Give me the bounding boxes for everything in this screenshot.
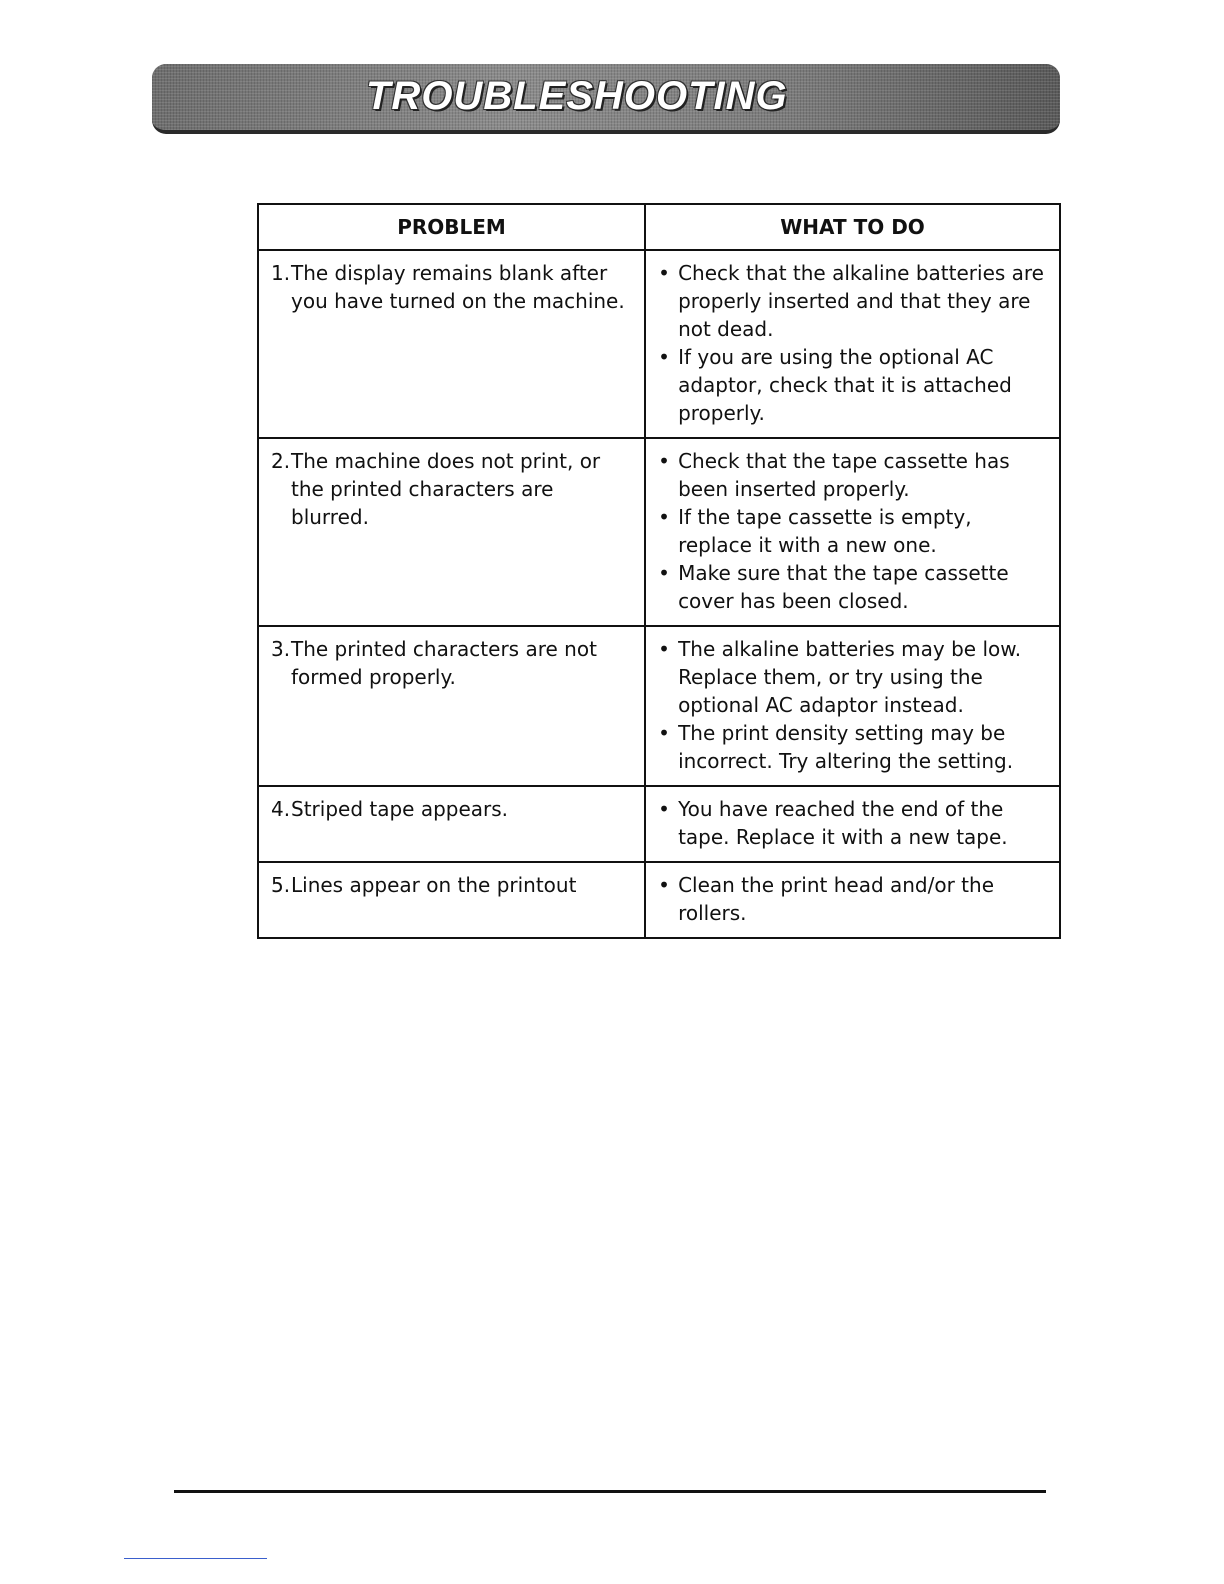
problem-number: 4.	[271, 797, 291, 821]
column-header-what-to-do: WHAT TO DO	[645, 204, 1060, 250]
problem-text: The display remains blank after you have turned on the machine.	[291, 261, 625, 313]
table-row	[258, 786, 1060, 862]
troubleshooting-table	[257, 203, 1061, 939]
bullet-icon: •	[658, 505, 670, 529]
bullet-icon: •	[658, 345, 670, 369]
problem-cell	[258, 250, 645, 438]
list-item	[658, 871, 1049, 927]
list-item	[658, 447, 1049, 503]
problem-text: The printed characters are not formed properly.	[291, 637, 597, 689]
problem-number: 5.	[271, 873, 291, 897]
column-header-problem: PROBLEM	[258, 204, 645, 250]
action-text: The alkaline batteries may be low. Replace them, or try using the optional AC adaptor instead.	[678, 637, 1022, 717]
list-item	[658, 559, 1049, 615]
action-cell	[645, 438, 1060, 626]
table-header-row	[258, 204, 1060, 250]
action-text: Clean the print head and/or the rollers.	[678, 873, 994, 925]
list-item	[658, 503, 1049, 559]
action-list	[658, 447, 1049, 615]
problem-cell	[258, 626, 645, 786]
problem-cell	[258, 438, 645, 626]
problem-number: 2.	[271, 449, 291, 473]
corner-divider	[124, 1558, 267, 1559]
bullet-icon: •	[658, 873, 670, 897]
table-row	[258, 626, 1060, 786]
bullet-icon: •	[658, 449, 670, 473]
action-text: Check that the alkaline batteries are properly inserted and that they are not dead.	[678, 261, 1044, 341]
section-banner	[152, 64, 1060, 134]
problem-text: Lines appear on the printout	[291, 873, 577, 897]
footer-divider	[174, 1490, 1046, 1493]
list-item	[658, 635, 1049, 719]
action-list	[658, 635, 1049, 775]
action-cell	[645, 626, 1060, 786]
problem-number: 1.	[271, 261, 291, 285]
list-item	[658, 259, 1049, 343]
action-text: If you are using the optional AC adaptor, check that it is attached properly.	[678, 345, 1012, 425]
action-text: Make sure that the tape cassette cover has been closed.	[678, 561, 1009, 613]
action-list	[658, 795, 1049, 851]
problem-cell	[258, 786, 645, 862]
bullet-icon: •	[658, 637, 670, 661]
bullet-icon: •	[658, 721, 670, 745]
problem-text: The machine does not print, or the printed characters are blurred.	[291, 449, 601, 529]
action-cell	[645, 786, 1060, 862]
bullet-icon: •	[658, 261, 670, 285]
action-list	[658, 871, 1049, 927]
bullet-icon: •	[658, 561, 670, 585]
action-cell	[645, 862, 1060, 938]
problem-number: 3.	[271, 637, 291, 661]
list-item	[658, 719, 1049, 775]
problem-cell	[258, 862, 645, 938]
table-row	[258, 862, 1060, 938]
action-text: Check that the tape cassette has been inserted properly.	[678, 449, 1010, 501]
table-row	[258, 250, 1060, 438]
action-text: The print density setting may be incorrect. Try altering the setting.	[678, 721, 1014, 773]
action-list	[658, 259, 1049, 427]
action-text: If the tape cassette is empty, replace it with a new one.	[678, 505, 972, 557]
list-item	[658, 343, 1049, 427]
bullet-icon: •	[658, 797, 670, 821]
page-title: TROUBLESHOOTING	[366, 74, 788, 118]
action-cell	[645, 250, 1060, 438]
table-row	[258, 438, 1060, 626]
list-item	[658, 795, 1049, 851]
action-text: You have reached the end of the tape. Replace it with a new tape.	[678, 797, 1008, 849]
problem-text: Striped tape appears.	[291, 797, 509, 821]
